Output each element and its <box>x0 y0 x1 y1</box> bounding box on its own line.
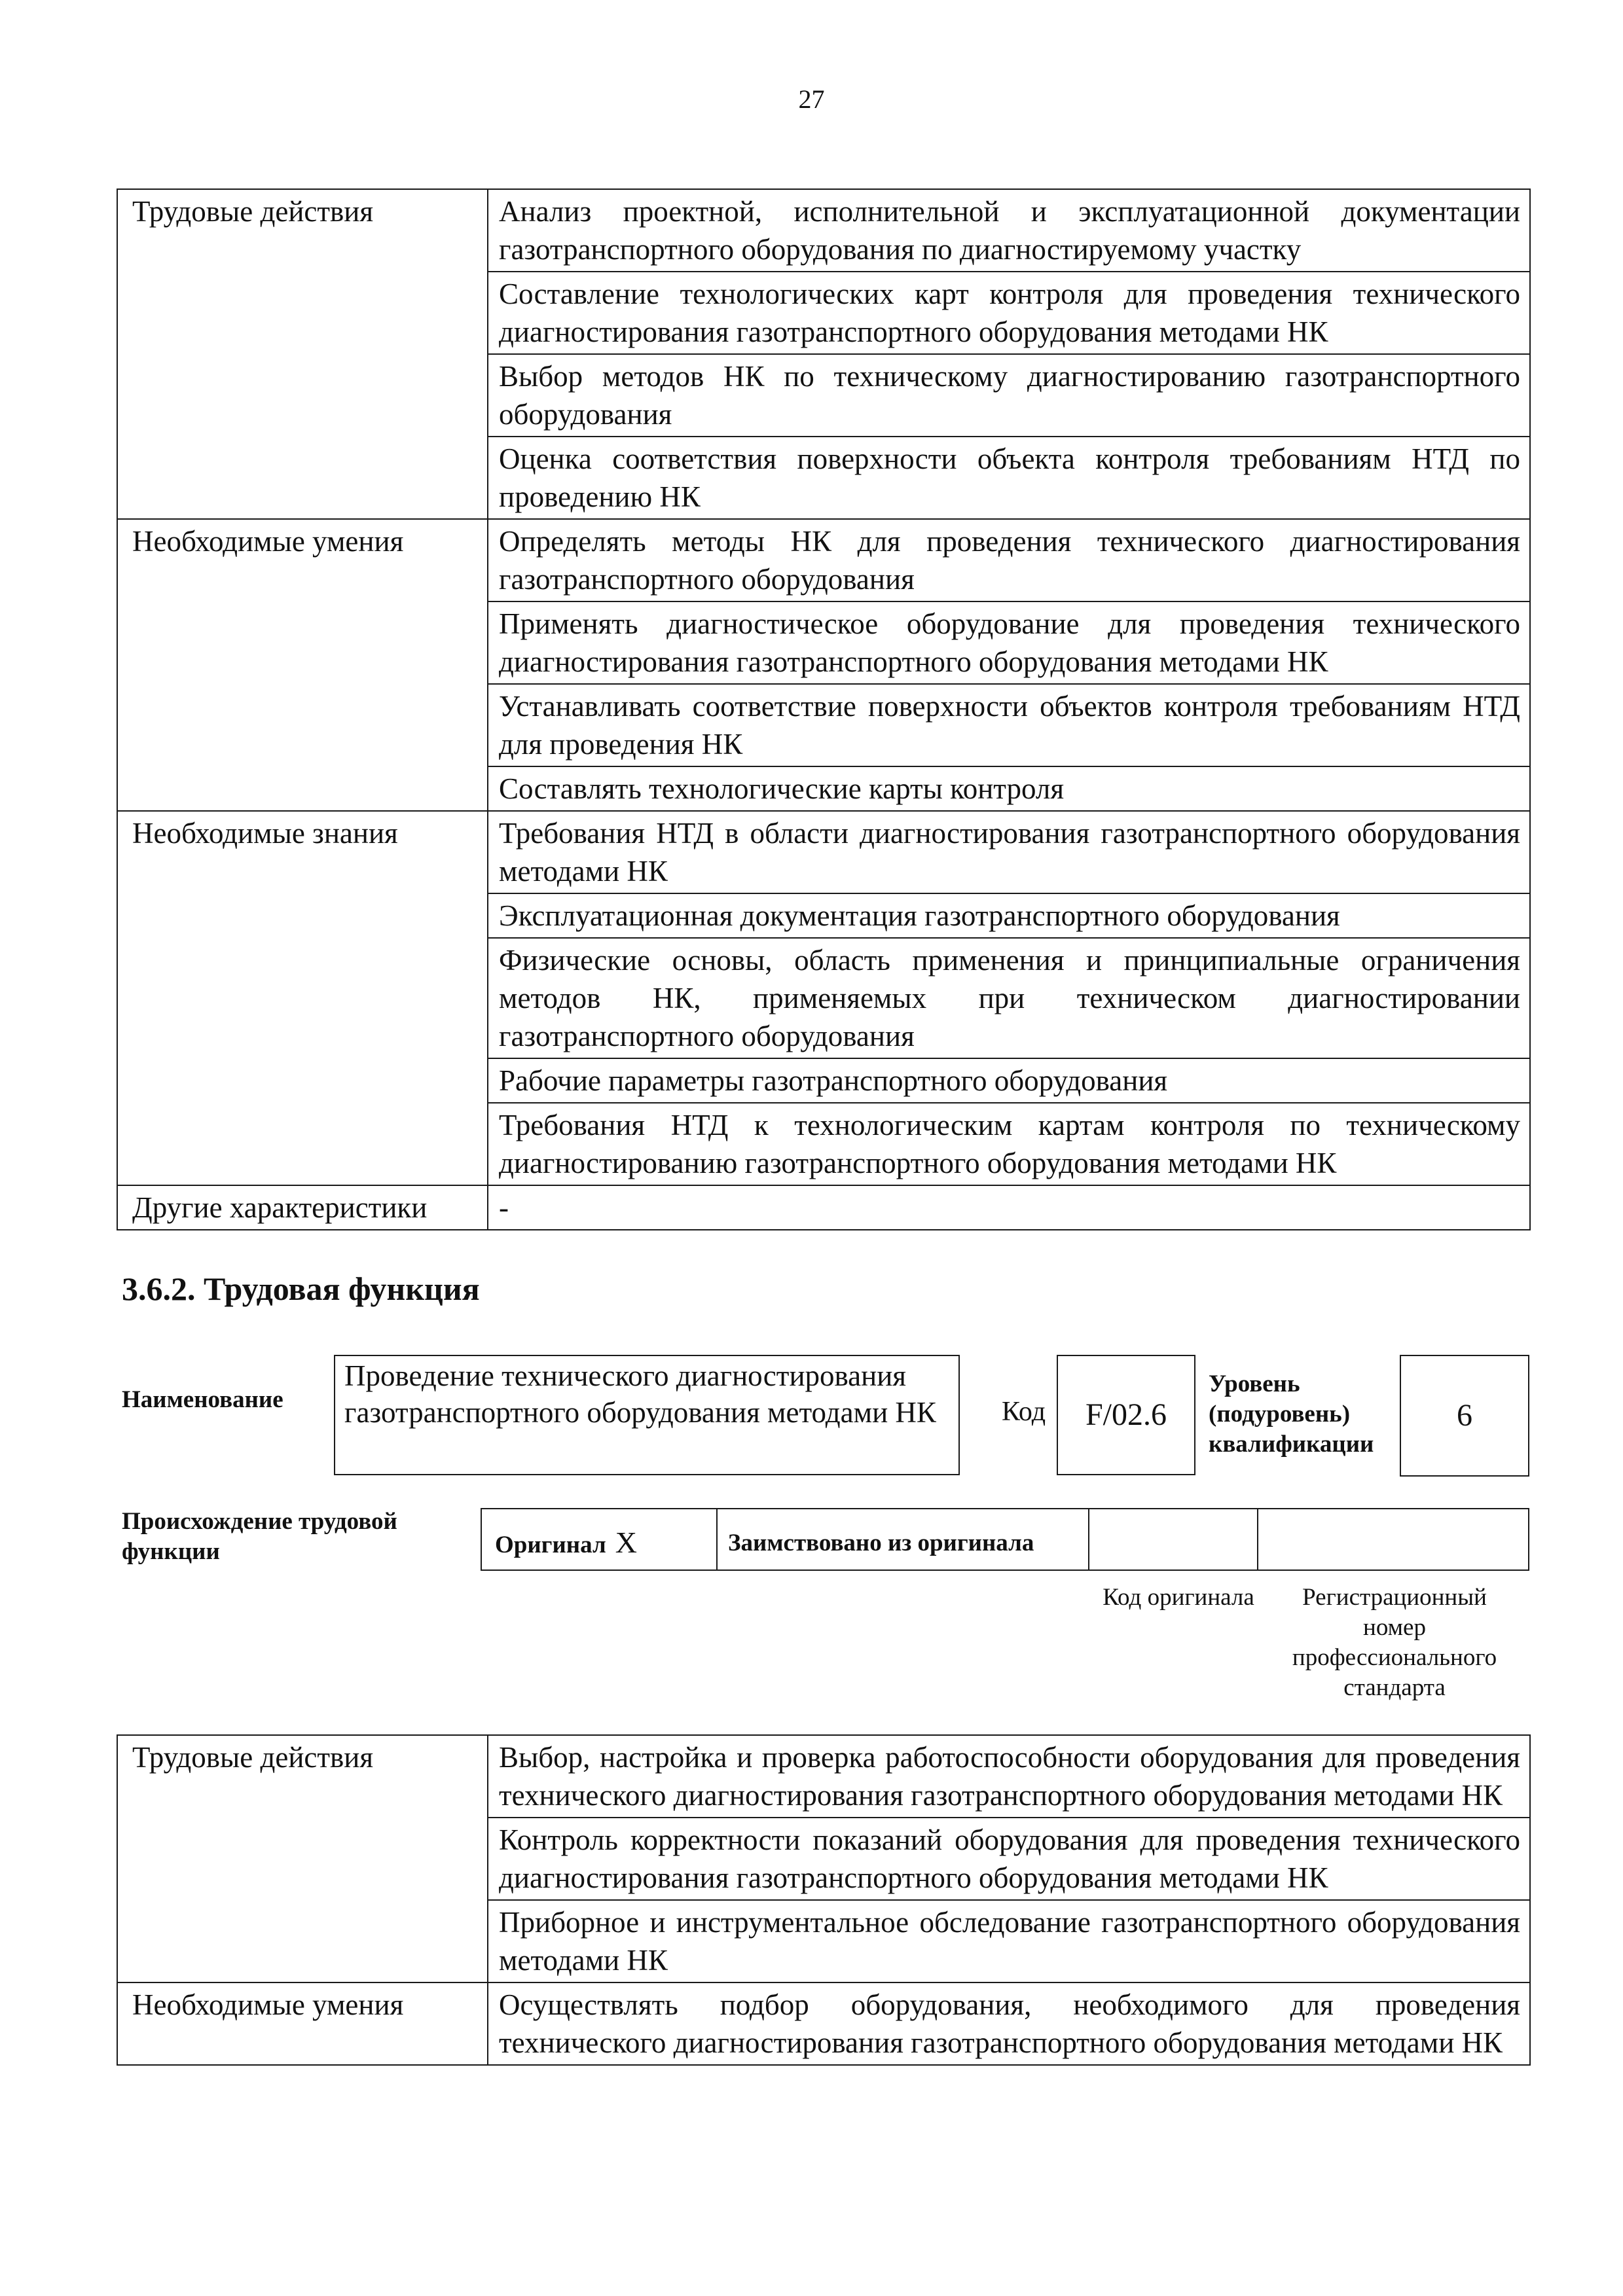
table-bottom-body <box>117 1735 1530 2065</box>
table-row <box>117 1735 1530 1818</box>
row-item-text: Оценка соответствия поверхности объекта контроля требованиям НТД по проведению НК <box>488 437 1530 519</box>
row-item-text: Выбор, настройка и проверка работоспособности оборудования для проведения технического диагностирования газотранспортного оборудования методами НК <box>488 1735 1530 1818</box>
row-category-label: Трудовые действия <box>117 189 488 519</box>
row-item-text: Эксплуатационная документация газотранспортного оборудования <box>488 893 1530 938</box>
row-category-label: Необходимые знания <box>117 811 488 1185</box>
row-item-text: Выбор методов НК по техническому диагностированию газотранспортного оборудования <box>488 354 1530 437</box>
name-label: Наименование <box>122 1386 283 1413</box>
row-item-text: Физические основы, область применения и принципиальные ограничения методов НК, применяемых при техническом диагностировании газотранспортного оборудования <box>488 938 1530 1058</box>
table-row <box>117 1185 1530 1230</box>
row-item-text: Требования НТД к технологическим картам контроля по техническому диагностированию газотранспортного оборудования методами НК <box>488 1103 1530 1185</box>
row-item-text: Осуществлять подбор оборудования, необходимого для проведения технического диагностирования газотранспортного оборудования методами НК <box>488 1982 1530 2065</box>
table-top-body <box>117 189 1530 1230</box>
row-item-text: - <box>488 1185 1530 1230</box>
row-category-label: Другие характеристики <box>117 1185 488 1230</box>
row-item-text: Требования НТД в области диагностирования газотранспортного оборудования методами НК <box>488 811 1530 893</box>
row-category-label: Необходимые умения <box>117 1982 488 2065</box>
row-item-text: Анализ проектной, исполнительной и эксплуатационной документации газотранспортного оборудования по диагностируемому участку <box>488 189 1530 272</box>
qualification-level-field: 6 <box>1400 1355 1529 1477</box>
row-item-text: Определять методы НК для проведения технического диагностирования газотранспортного оборудования <box>488 519 1530 601</box>
origin-original-label: Оригинал <box>495 1532 606 1558</box>
origin-original-mark: X <box>615 1526 637 1559</box>
origin-row <box>481 1508 1529 1571</box>
row-item-text: Составлять технологические карты контроля <box>488 766 1530 811</box>
row-item-text: Применять диагностическое оборудование для проведения технического диагностирования газотранспортного оборудования методами НК <box>488 601 1530 684</box>
labor-function-table-top <box>117 188 1531 1230</box>
origin-code-cell <box>1089 1509 1258 1570</box>
origin-code-caption: Код оригинала <box>1103 1584 1254 1611</box>
qualification-level-label: Уровень (подуровень) квалификации <box>1209 1371 1374 1458</box>
section-heading: 3.6.2. Трудовая функция <box>122 1270 480 1307</box>
function-code-field: F/02.6 <box>1057 1355 1195 1475</box>
table-row <box>117 811 1530 893</box>
row-item-text: Контроль корректности показаний оборудования для проведения технического диагностирования газотранспортного оборудования методами НК <box>488 1818 1530 1900</box>
table-row <box>117 1982 1530 2065</box>
table-row <box>117 519 1530 601</box>
row-item-text: Рабочие параметры газотранспортного оборудования <box>488 1058 1530 1103</box>
origin-reg-number-cell <box>1258 1509 1528 1570</box>
row-item-text: Приборное и инструментальное обследование газотранспортного оборудования методами НК <box>488 1900 1530 1982</box>
origin-label: Происхождение трудовой функции <box>122 1508 397 1565</box>
labor-function-table-bottom <box>117 1734 1531 2066</box>
origin-borrowed-cell: Заимствовано из оригинала <box>718 1509 1089 1570</box>
code-label: Код <box>1002 1397 1046 1427</box>
function-name-field: Проведение технического диагностирования газотранспортного оборудования методами НК <box>334 1355 960 1475</box>
row-item-text: Устанавливать соответствие поверхности объектов контроля требованиям НТД для проведения НК <box>488 684 1530 766</box>
table-row <box>117 189 1530 272</box>
row-category-label: Необходимые умения <box>117 519 488 811</box>
origin-original-cell <box>482 1509 718 1570</box>
row-item-text: Составление технологических карт контроля для проведения технического диагностирования газотранспортного оборудования методами НК <box>488 272 1530 354</box>
row-category-label: Трудовые действия <box>117 1735 488 1982</box>
page-number: 27 <box>798 84 825 114</box>
origin-reg-caption: Регистрационный номер профессионального стандарта <box>1292 1584 1497 1701</box>
